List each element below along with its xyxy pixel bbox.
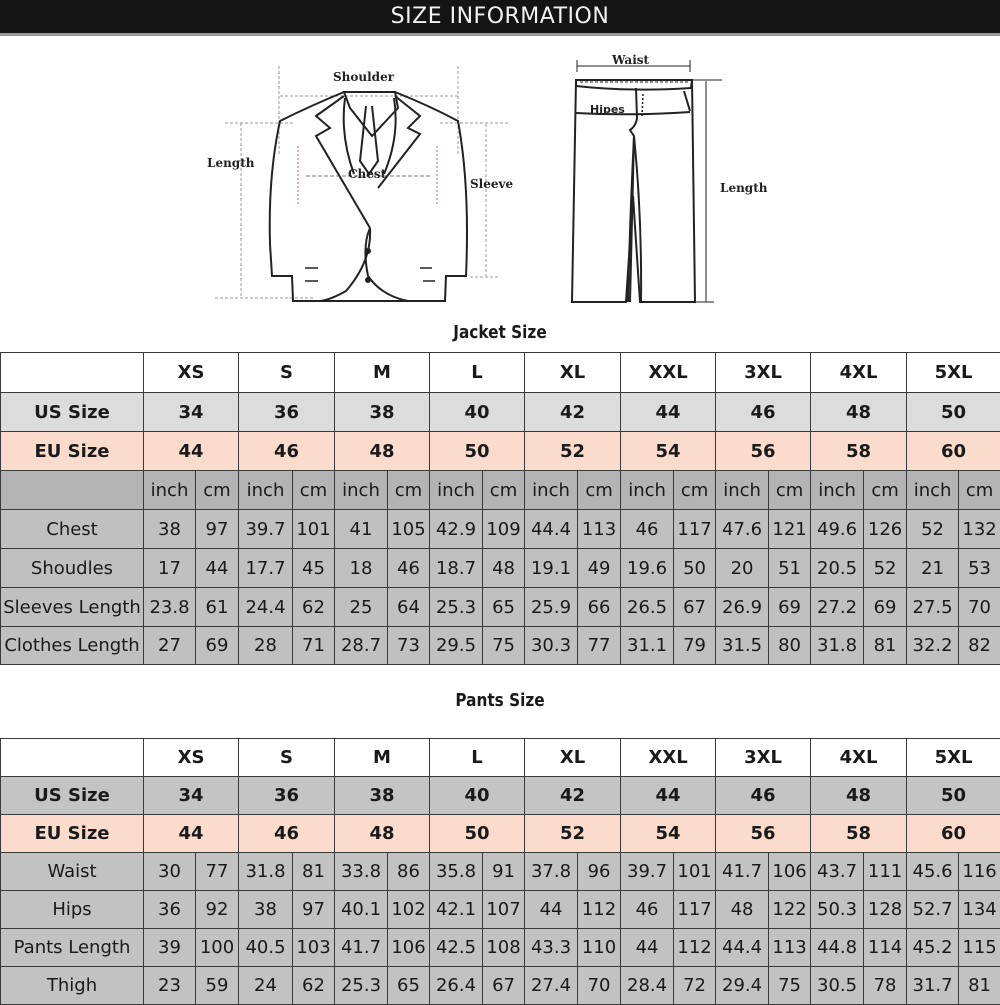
cm-value-cell: 71 bbox=[293, 627, 335, 665]
cm-value-cell: 52 bbox=[864, 549, 907, 588]
cm-value-cell: 106 bbox=[769, 853, 811, 891]
row-label: Sleeves Length bbox=[1, 588, 144, 627]
unit-cm: cm bbox=[293, 471, 335, 510]
inch-value-cell: 18.7 bbox=[430, 549, 483, 588]
inch-value-cell: 43.7 bbox=[811, 853, 864, 891]
eu-size-cell: 56 bbox=[716, 815, 811, 853]
inch-value-cell: 41 bbox=[335, 510, 388, 549]
pants-length-label: Length bbox=[720, 181, 767, 195]
eu-size-cell: 60 bbox=[907, 432, 1000, 471]
waist-row bbox=[1, 853, 1000, 891]
cm-value-cell: 126 bbox=[864, 510, 907, 549]
size-xxl: XXL bbox=[621, 739, 716, 777]
inch-value-cell: 45.6 bbox=[907, 853, 959, 891]
jacket-size-table bbox=[0, 352, 1000, 665]
cm-value-cell: 134 bbox=[959, 891, 1000, 929]
us-size-cell: 40 bbox=[430, 777, 525, 815]
inch-value-cell: 33.8 bbox=[335, 853, 388, 891]
page-header bbox=[0, 0, 1000, 36]
row-label: Waist bbox=[1, 853, 144, 891]
size-l: L bbox=[430, 353, 525, 393]
inch-value-cell: 49.6 bbox=[811, 510, 864, 549]
thigh-row bbox=[1, 967, 1000, 1005]
eu-size-row bbox=[1, 432, 1000, 471]
unit-cm: cm bbox=[578, 471, 621, 510]
measurement-diagram bbox=[0, 36, 1000, 320]
eu-size-cell: 60 bbox=[907, 815, 1000, 853]
us-size-cell: 36 bbox=[239, 393, 335, 432]
pants-illustration bbox=[572, 60, 722, 302]
eu-size-cell: 46 bbox=[239, 432, 335, 471]
cm-value-cell: 82 bbox=[959, 627, 1000, 665]
inch-value-cell: 29.5 bbox=[430, 627, 483, 665]
eu-size-cell: 58 bbox=[811, 432, 907, 471]
inch-value-cell: 36 bbox=[144, 891, 196, 929]
size-xs: XS bbox=[144, 739, 239, 777]
cm-value-cell: 97 bbox=[293, 891, 335, 929]
inch-value-cell: 46 bbox=[621, 510, 674, 549]
pants-size-header-row bbox=[1, 739, 1000, 777]
cm-value-cell: 44 bbox=[196, 549, 239, 588]
eu-size-cell: 50 bbox=[430, 432, 525, 471]
cm-value-cell: 48 bbox=[483, 549, 525, 588]
cm-value-cell: 96 bbox=[578, 853, 621, 891]
us-size-cell: 36 bbox=[239, 777, 335, 815]
cm-value-cell: 110 bbox=[578, 929, 621, 967]
cm-value-cell: 122 bbox=[769, 891, 811, 929]
cm-value-cell: 75 bbox=[769, 967, 811, 1005]
eu-size-cell: 58 bbox=[811, 815, 907, 853]
clothes-length-row bbox=[1, 627, 1000, 665]
inch-value-cell: 41.7 bbox=[716, 853, 769, 891]
us-size-cell: 38 bbox=[335, 393, 430, 432]
size-4xl: 4XL bbox=[811, 739, 907, 777]
size-4xl: 4XL bbox=[811, 353, 907, 393]
unit-cm: cm bbox=[769, 471, 811, 510]
cm-value-cell: 112 bbox=[674, 929, 716, 967]
inch-value-cell: 25.3 bbox=[335, 967, 388, 1005]
inch-value-cell: 42.9 bbox=[430, 510, 483, 549]
us-size-cell: 42 bbox=[525, 393, 621, 432]
eu-size-cell: 52 bbox=[525, 432, 621, 471]
size-5xl: 5XL bbox=[907, 739, 1000, 777]
cm-value-cell: 81 bbox=[864, 627, 907, 665]
unit-cm: cm bbox=[959, 471, 1000, 510]
inch-value-cell: 18 bbox=[335, 549, 388, 588]
inch-value-cell: 25.9 bbox=[525, 588, 578, 627]
size-s: S bbox=[239, 739, 335, 777]
eu-size-cell: 48 bbox=[335, 815, 430, 853]
eu-size-cell: 56 bbox=[716, 432, 811, 471]
us-size-row bbox=[1, 393, 1000, 432]
inch-value-cell: 38 bbox=[144, 510, 196, 549]
cm-value-cell: 67 bbox=[674, 588, 716, 627]
cm-value-cell: 128 bbox=[864, 891, 907, 929]
cm-value-cell: 51 bbox=[769, 549, 811, 588]
cm-value-cell: 101 bbox=[293, 510, 335, 549]
inch-value-cell: 24.4 bbox=[239, 588, 293, 627]
inch-value-cell: 40.5 bbox=[239, 929, 293, 967]
cm-value-cell: 45 bbox=[293, 549, 335, 588]
cm-value-cell: 75 bbox=[483, 627, 525, 665]
size-m: M bbox=[335, 353, 430, 393]
eu-size-cell: 48 bbox=[335, 432, 430, 471]
us-size-cell: 48 bbox=[811, 393, 907, 432]
row-label: Clothes Length bbox=[1, 627, 144, 665]
inch-value-cell: 44 bbox=[525, 891, 578, 929]
size-m: M bbox=[335, 739, 430, 777]
page-title: SIZE INFORMATION bbox=[391, 4, 610, 29]
inch-value-cell: 27.5 bbox=[907, 588, 959, 627]
cm-value-cell: 81 bbox=[293, 853, 335, 891]
inch-value-cell: 39 bbox=[144, 929, 196, 967]
inch-value-cell: 28 bbox=[239, 627, 293, 665]
inch-value-cell: 52 bbox=[907, 510, 959, 549]
inch-value-cell: 32.2 bbox=[907, 627, 959, 665]
cm-value-cell: 121 bbox=[769, 510, 811, 549]
jacket-length-label: Length bbox=[207, 156, 254, 170]
cm-value-cell: 66 bbox=[578, 588, 621, 627]
inch-value-cell: 23.8 bbox=[144, 588, 196, 627]
row-label: Pants Length bbox=[1, 929, 144, 967]
inch-value-cell: 45.2 bbox=[907, 929, 959, 967]
cm-value-cell: 100 bbox=[196, 929, 239, 967]
us-size-cell: 40 bbox=[430, 393, 525, 432]
inch-value-cell: 25 bbox=[335, 588, 388, 627]
us-size-cell: 50 bbox=[907, 393, 1000, 432]
size-l: L bbox=[430, 739, 525, 777]
size-s: S bbox=[239, 353, 335, 393]
cm-value-cell: 106 bbox=[388, 929, 430, 967]
inch-value-cell: 42.5 bbox=[430, 929, 483, 967]
size-header-row bbox=[1, 353, 1000, 393]
inch-value-cell: 17.7 bbox=[239, 549, 293, 588]
inch-value-cell: 46 bbox=[621, 891, 674, 929]
inch-value-cell: 28.4 bbox=[621, 967, 674, 1005]
inch-value-cell: 28.7 bbox=[335, 627, 388, 665]
us-size-cell: 38 bbox=[335, 777, 430, 815]
unit-inch: inch bbox=[811, 471, 864, 510]
us-size-cell: 44 bbox=[621, 777, 716, 815]
cm-value-cell: 103 bbox=[293, 929, 335, 967]
cm-value-cell: 70 bbox=[578, 967, 621, 1005]
inch-value-cell: 27 bbox=[144, 627, 196, 665]
inch-value-cell: 27.4 bbox=[525, 967, 578, 1005]
unit-inch: inch bbox=[335, 471, 388, 510]
unit-cm: cm bbox=[483, 471, 525, 510]
inch-value-cell: 31.8 bbox=[239, 853, 293, 891]
jacket-size-title: Jacket Size bbox=[75, 322, 925, 343]
row-label: EU Size bbox=[1, 432, 144, 471]
unit-cm: cm bbox=[864, 471, 907, 510]
cm-value-cell: 53 bbox=[959, 549, 1000, 588]
unit-inch: inch bbox=[907, 471, 959, 510]
row-label: US Size bbox=[1, 777, 144, 815]
unit-inch: inch bbox=[621, 471, 674, 510]
inch-value-cell: 21 bbox=[907, 549, 959, 588]
us-size-cell: 50 bbox=[907, 777, 1000, 815]
inch-value-cell: 47.6 bbox=[716, 510, 769, 549]
inch-value-cell: 30.5 bbox=[811, 967, 864, 1005]
size-3xl: 3XL bbox=[716, 739, 811, 777]
cm-value-cell: 46 bbox=[388, 549, 430, 588]
inch-value-cell: 17 bbox=[144, 549, 196, 588]
cm-value-cell: 78 bbox=[864, 967, 907, 1005]
inch-value-cell: 26.4 bbox=[430, 967, 483, 1005]
cm-value-cell: 117 bbox=[674, 510, 716, 549]
row-label: EU Size bbox=[1, 815, 144, 853]
inch-value-cell: 44 bbox=[621, 929, 674, 967]
size-xxl: XXL bbox=[621, 353, 716, 393]
unit-row bbox=[1, 471, 1000, 510]
cm-value-cell: 69 bbox=[769, 588, 811, 627]
eu-size-cell: 52 bbox=[525, 815, 621, 853]
inch-value-cell: 42.1 bbox=[430, 891, 483, 929]
inch-value-cell: 23 bbox=[144, 967, 196, 1005]
us-size-cell: 48 bbox=[811, 777, 907, 815]
cm-value-cell: 50 bbox=[674, 549, 716, 588]
cm-value-cell: 115 bbox=[959, 929, 1000, 967]
unit-corner-cell bbox=[1, 471, 144, 510]
eu-size-cell: 44 bbox=[144, 432, 239, 471]
pants-us-size-row bbox=[1, 777, 1000, 815]
inch-value-cell: 37.8 bbox=[525, 853, 578, 891]
cm-value-cell: 67 bbox=[483, 967, 525, 1005]
cm-value-cell: 65 bbox=[388, 967, 430, 1005]
inch-value-cell: 26.9 bbox=[716, 588, 769, 627]
corner-cell bbox=[1, 353, 144, 393]
row-label: Chest bbox=[1, 510, 144, 549]
cm-value-cell: 107 bbox=[483, 891, 525, 929]
cm-value-cell: 109 bbox=[483, 510, 525, 549]
inch-value-cell: 48 bbox=[716, 891, 769, 929]
us-size-cell: 46 bbox=[716, 777, 811, 815]
cm-value-cell: 113 bbox=[769, 929, 811, 967]
inch-value-cell: 25.3 bbox=[430, 588, 483, 627]
chest-label: Chest bbox=[348, 167, 386, 181]
inch-value-cell: 39.7 bbox=[621, 853, 674, 891]
inch-value-cell: 52.7 bbox=[907, 891, 959, 929]
eu-size-cell: 46 bbox=[239, 815, 335, 853]
us-size-cell: 44 bbox=[621, 393, 716, 432]
cm-value-cell: 91 bbox=[483, 853, 525, 891]
cm-value-cell: 73 bbox=[388, 627, 430, 665]
inch-value-cell: 40.1 bbox=[335, 891, 388, 929]
inch-value-cell: 20.5 bbox=[811, 549, 864, 588]
unit-cm: cm bbox=[388, 471, 430, 510]
row-label: Hips bbox=[1, 891, 144, 929]
shoulders-row bbox=[1, 549, 1000, 588]
cm-value-cell: 113 bbox=[578, 510, 621, 549]
inch-value-cell: 27.2 bbox=[811, 588, 864, 627]
pants-length-row bbox=[1, 929, 1000, 967]
size-xl: XL bbox=[525, 739, 621, 777]
inch-value-cell: 20 bbox=[716, 549, 769, 588]
inch-value-cell: 31.1 bbox=[621, 627, 674, 665]
unit-inch: inch bbox=[525, 471, 578, 510]
cm-value-cell: 61 bbox=[196, 588, 239, 627]
size-5xl: 5XL bbox=[907, 353, 1000, 393]
shoulder-label: Shoulder bbox=[333, 70, 394, 84]
cm-value-cell: 97 bbox=[196, 510, 239, 549]
cm-value-cell: 65 bbox=[483, 588, 525, 627]
inch-value-cell: 38 bbox=[239, 891, 293, 929]
cm-value-cell: 69 bbox=[864, 588, 907, 627]
pants-size-title: Pants Size bbox=[75, 690, 925, 711]
cm-value-cell: 62 bbox=[293, 967, 335, 1005]
waist-label: Waist bbox=[612, 53, 649, 67]
cm-value-cell: 69 bbox=[196, 627, 239, 665]
inch-value-cell: 41.7 bbox=[335, 929, 388, 967]
inch-value-cell: 39.7 bbox=[239, 510, 293, 549]
cm-value-cell: 77 bbox=[578, 627, 621, 665]
cm-value-cell: 62 bbox=[293, 588, 335, 627]
cm-value-cell: 132 bbox=[959, 510, 1000, 549]
cm-value-cell: 59 bbox=[196, 967, 239, 1005]
pants-eu-size-row bbox=[1, 815, 1000, 853]
inch-value-cell: 43.3 bbox=[525, 929, 578, 967]
hips-row bbox=[1, 891, 1000, 929]
unit-inch: inch bbox=[239, 471, 293, 510]
corner-cell bbox=[1, 739, 144, 777]
inch-value-cell: 35.8 bbox=[430, 853, 483, 891]
hips-label: Hipes bbox=[590, 103, 625, 116]
inch-value-cell: 31.7 bbox=[907, 967, 959, 1005]
inch-value-cell: 44.8 bbox=[811, 929, 864, 967]
inch-value-cell: 31.5 bbox=[716, 627, 769, 665]
inch-value-cell: 44.4 bbox=[716, 929, 769, 967]
inch-value-cell: 19.6 bbox=[621, 549, 674, 588]
eu-size-cell: 54 bbox=[621, 815, 716, 853]
unit-cm: cm bbox=[674, 471, 716, 510]
inch-value-cell: 50.3 bbox=[811, 891, 864, 929]
us-size-cell: 42 bbox=[525, 777, 621, 815]
cm-value-cell: 108 bbox=[483, 929, 525, 967]
us-size-cell: 34 bbox=[144, 777, 239, 815]
inch-value-cell: 30 bbox=[144, 853, 196, 891]
unit-inch: inch bbox=[716, 471, 769, 510]
inch-value-cell: 30.3 bbox=[525, 627, 578, 665]
cm-value-cell: 80 bbox=[769, 627, 811, 665]
cm-value-cell: 49 bbox=[578, 549, 621, 588]
inch-value-cell: 31.8 bbox=[811, 627, 864, 665]
cm-value-cell: 81 bbox=[959, 967, 1000, 1005]
cm-value-cell: 101 bbox=[674, 853, 716, 891]
us-size-cell: 34 bbox=[144, 393, 239, 432]
inch-value-cell: 44.4 bbox=[525, 510, 578, 549]
size-xs: XS bbox=[144, 353, 239, 393]
inch-value-cell: 29.4 bbox=[716, 967, 769, 1005]
us-size-cell: 46 bbox=[716, 393, 811, 432]
cm-value-cell: 70 bbox=[959, 588, 1000, 627]
cm-value-cell: 92 bbox=[196, 891, 239, 929]
cm-value-cell: 117 bbox=[674, 891, 716, 929]
cm-value-cell: 64 bbox=[388, 588, 430, 627]
pants-size-table bbox=[0, 738, 1000, 1005]
cm-value-cell: 79 bbox=[674, 627, 716, 665]
inch-value-cell: 19.1 bbox=[525, 549, 578, 588]
row-label: Shoudles bbox=[1, 549, 144, 588]
inch-value-cell: 26.5 bbox=[621, 588, 674, 627]
sleeves-length-row bbox=[1, 588, 1000, 627]
eu-size-cell: 54 bbox=[621, 432, 716, 471]
row-label: Thigh bbox=[1, 967, 144, 1005]
inch-value-cell: 24 bbox=[239, 967, 293, 1005]
cm-value-cell: 102 bbox=[388, 891, 430, 929]
row-label: US Size bbox=[1, 393, 144, 432]
cm-value-cell: 111 bbox=[864, 853, 907, 891]
unit-cm: cm bbox=[196, 471, 239, 510]
chest-row bbox=[1, 510, 1000, 549]
cm-value-cell: 86 bbox=[388, 853, 430, 891]
unit-inch: inch bbox=[144, 471, 196, 510]
size-xl: XL bbox=[525, 353, 621, 393]
cm-value-cell: 77 bbox=[196, 853, 239, 891]
eu-size-cell: 50 bbox=[430, 815, 525, 853]
cm-value-cell: 114 bbox=[864, 929, 907, 967]
sleeve-label: Sleeve bbox=[470, 177, 513, 191]
cm-value-cell: 72 bbox=[674, 967, 716, 1005]
cm-value-cell: 112 bbox=[578, 891, 621, 929]
size-3xl: 3XL bbox=[716, 353, 811, 393]
cm-value-cell: 116 bbox=[959, 853, 1000, 891]
unit-inch: inch bbox=[430, 471, 483, 510]
jacket-illustration bbox=[215, 66, 510, 301]
eu-size-cell: 44 bbox=[144, 815, 239, 853]
cm-value-cell: 105 bbox=[388, 510, 430, 549]
